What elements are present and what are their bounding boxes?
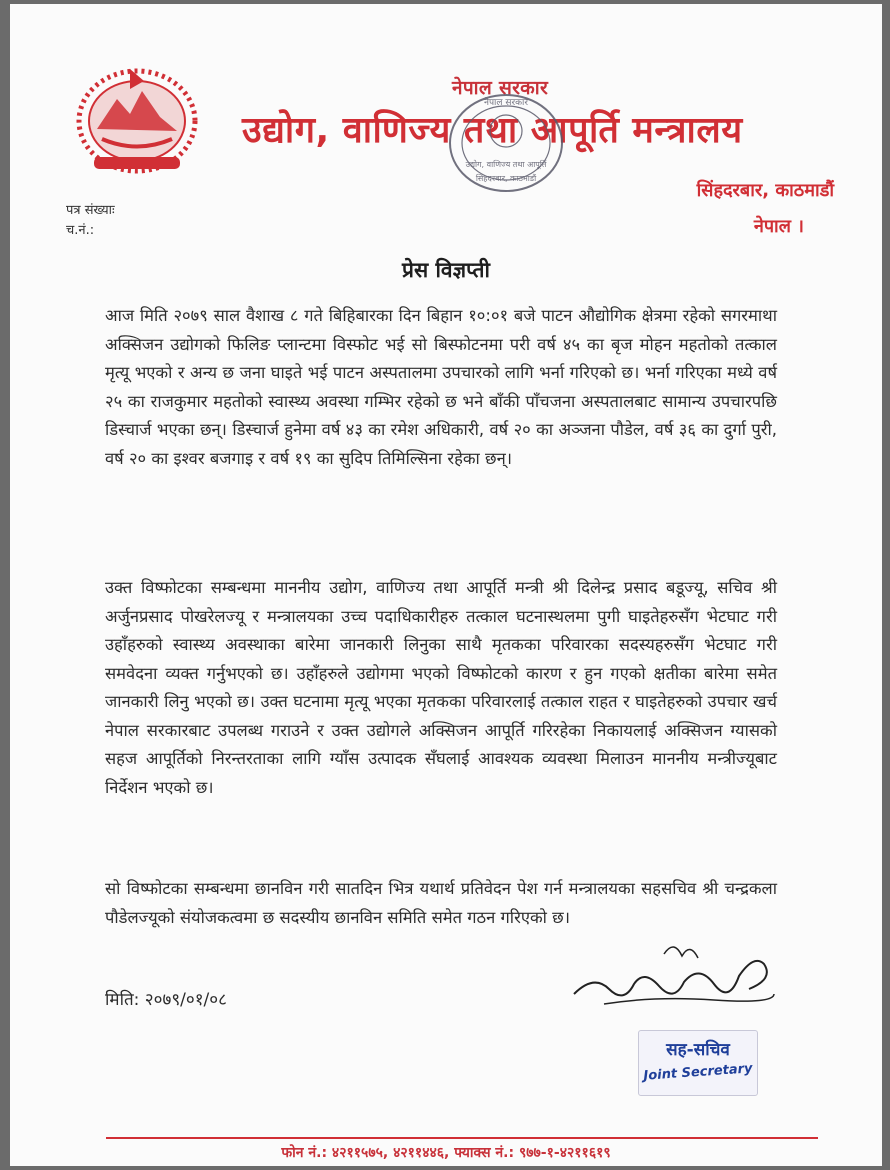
body-paragraph-2: उक्त विष्फोटका सम्बन्धमा माननीय उद्योग, वाणिज्य तथा आपूर्ति मन्त्री श्री दिलेन्द्र प्रसाद बडूज्यू, सचिव श्री अर्जुनप्रसाद पोखरेलज्यू र मन्त्रालयका उच्च पदाधिकारीहरु तत्काल घटनास्थलमा पुगी घाइतेहरुसँग भेटघाट गरी उहाँहरुको स्वास्थ्य अवस्थाका बारेमा जानकारी लिनुका साथै मृतकका परिवारका सदस्यहरुसँग भेटघाट गरी समवेदना व्यक्त गर्नुभएको छ। उहाँहरुले उद्योगमा भएको विष्फोटको कारण र हुन गएको क्षतीका बारेमा समेत जानकारी लिनु भएको छ। उक्त घटनामा मृत्यू भएका मृतकका परिवारलाई तत्काल राहत र घाइतेहरुको उपचार खर्च नेपाल सरकारबाट उपलब्ध गराउने र उक्त उद्योगले अक्सिजन आपूर्ति गरिरहेका निकायलाई अक्सिजन ग्यासको सहज आपूर्तिको निरन्तरताका लागि ग्याँस उत्पादक सँघलाई आवश्यक व्यवस्था मिलाउन माननीय मन्त्रीज्यूबाट निर्देशन भएको छ। xyxy=(105,578,777,797)
seal-text-mid: उद्योग, वाणिज्य तथा आपूर्ति xyxy=(465,160,547,169)
footer-contact: फोन नं.: ४२११५७५, ४२११४४६, फ्याक्स नं.: ९७७-१-४२११६१९ xyxy=(281,1145,611,1161)
seal-text-top: नेपाल सरकार xyxy=(483,98,529,108)
ministry-seal-icon xyxy=(444,89,568,197)
seal-text-bottom: सिंहदरबार, काठमाडौं xyxy=(475,174,537,183)
joint-secretary-stamp xyxy=(638,1030,758,1096)
release-date: मिति: २०७९/०१/०८ xyxy=(105,990,227,1010)
ministry-title: उद्योग, वाणिज्य तथा आपूर्ति मन्त्रालय xyxy=(242,110,743,151)
dispatch-number-label: च.नं.: xyxy=(66,223,95,238)
body-paragraph-1: आज मिति २०७९ साल वैशाख ८ गते बिहिबारका दिन बिहान १०:०१ बजे पाटन औद्योगिक क्षेत्रमा रहेको सगरमाथा अक्सिजन उद्योगको फिलिङ प्लान्टमा विस्फोट भई सो बिस्फोटनमा परी वर्ष ४५ का बृज मोहन महतोको तत्काल मृत्यू भएको र अन्य छ जना घाइते भई पाटन अस्पतालमा उपचारको लागि भर्ना गरिएको छ। भर्ना गरिएका मध्ये वर्ष २५ का राजकुमार महतोको स्वास्थ्य अवस्था गम्भिर रहेको छ भने बाँकी पाँचजना अस्पतालबाट सामान्य उपचारपछि डिस्चार्ज भएका छन्। डिस्चार्ज हुनेमा वर्ष ४३ का रमेश अधिकारी, वर्ष २० का अञ्जना पौडेल, वर्ष ३६ का दुर्गा पुरी, वर्ष २० का इश्वर बजगाइ र वर्ष १९ का सुदिप तिमिल्सिना रहेका छन्। xyxy=(105,306,777,468)
footer-divider xyxy=(106,1137,818,1139)
stamp-title-en: Joint Secretary xyxy=(643,1061,753,1084)
press-release-heading: प्रेस विज्ञप्ती xyxy=(402,258,490,282)
body-paragraph-3: सो विष्फोटका सम्बन्धमा छानविन गरी सातदिन भित्र यथार्थ प्रतिवेदन पेश गर्न मन्त्रालयका सहसचिव श्री चन्द्रकला पौडेलज्यूको संयोजकत्वमा छ सदस्यीय छानविन समिति समेत गठन गरिएको छ। xyxy=(105,879,777,927)
signature-icon xyxy=(564,934,784,1034)
government-title: नेपाल सरकार xyxy=(452,77,549,99)
press-release-page xyxy=(10,4,882,1166)
address-line-1: सिंहदरबार, काठमाडौं xyxy=(696,180,834,201)
stamp-title-np: सह-सचिव xyxy=(666,1040,730,1060)
address-line-2: नेपाल । xyxy=(753,216,804,237)
letter-number-label: पत्र संख्याः xyxy=(66,203,115,218)
nepal-emblem-icon xyxy=(72,59,202,179)
